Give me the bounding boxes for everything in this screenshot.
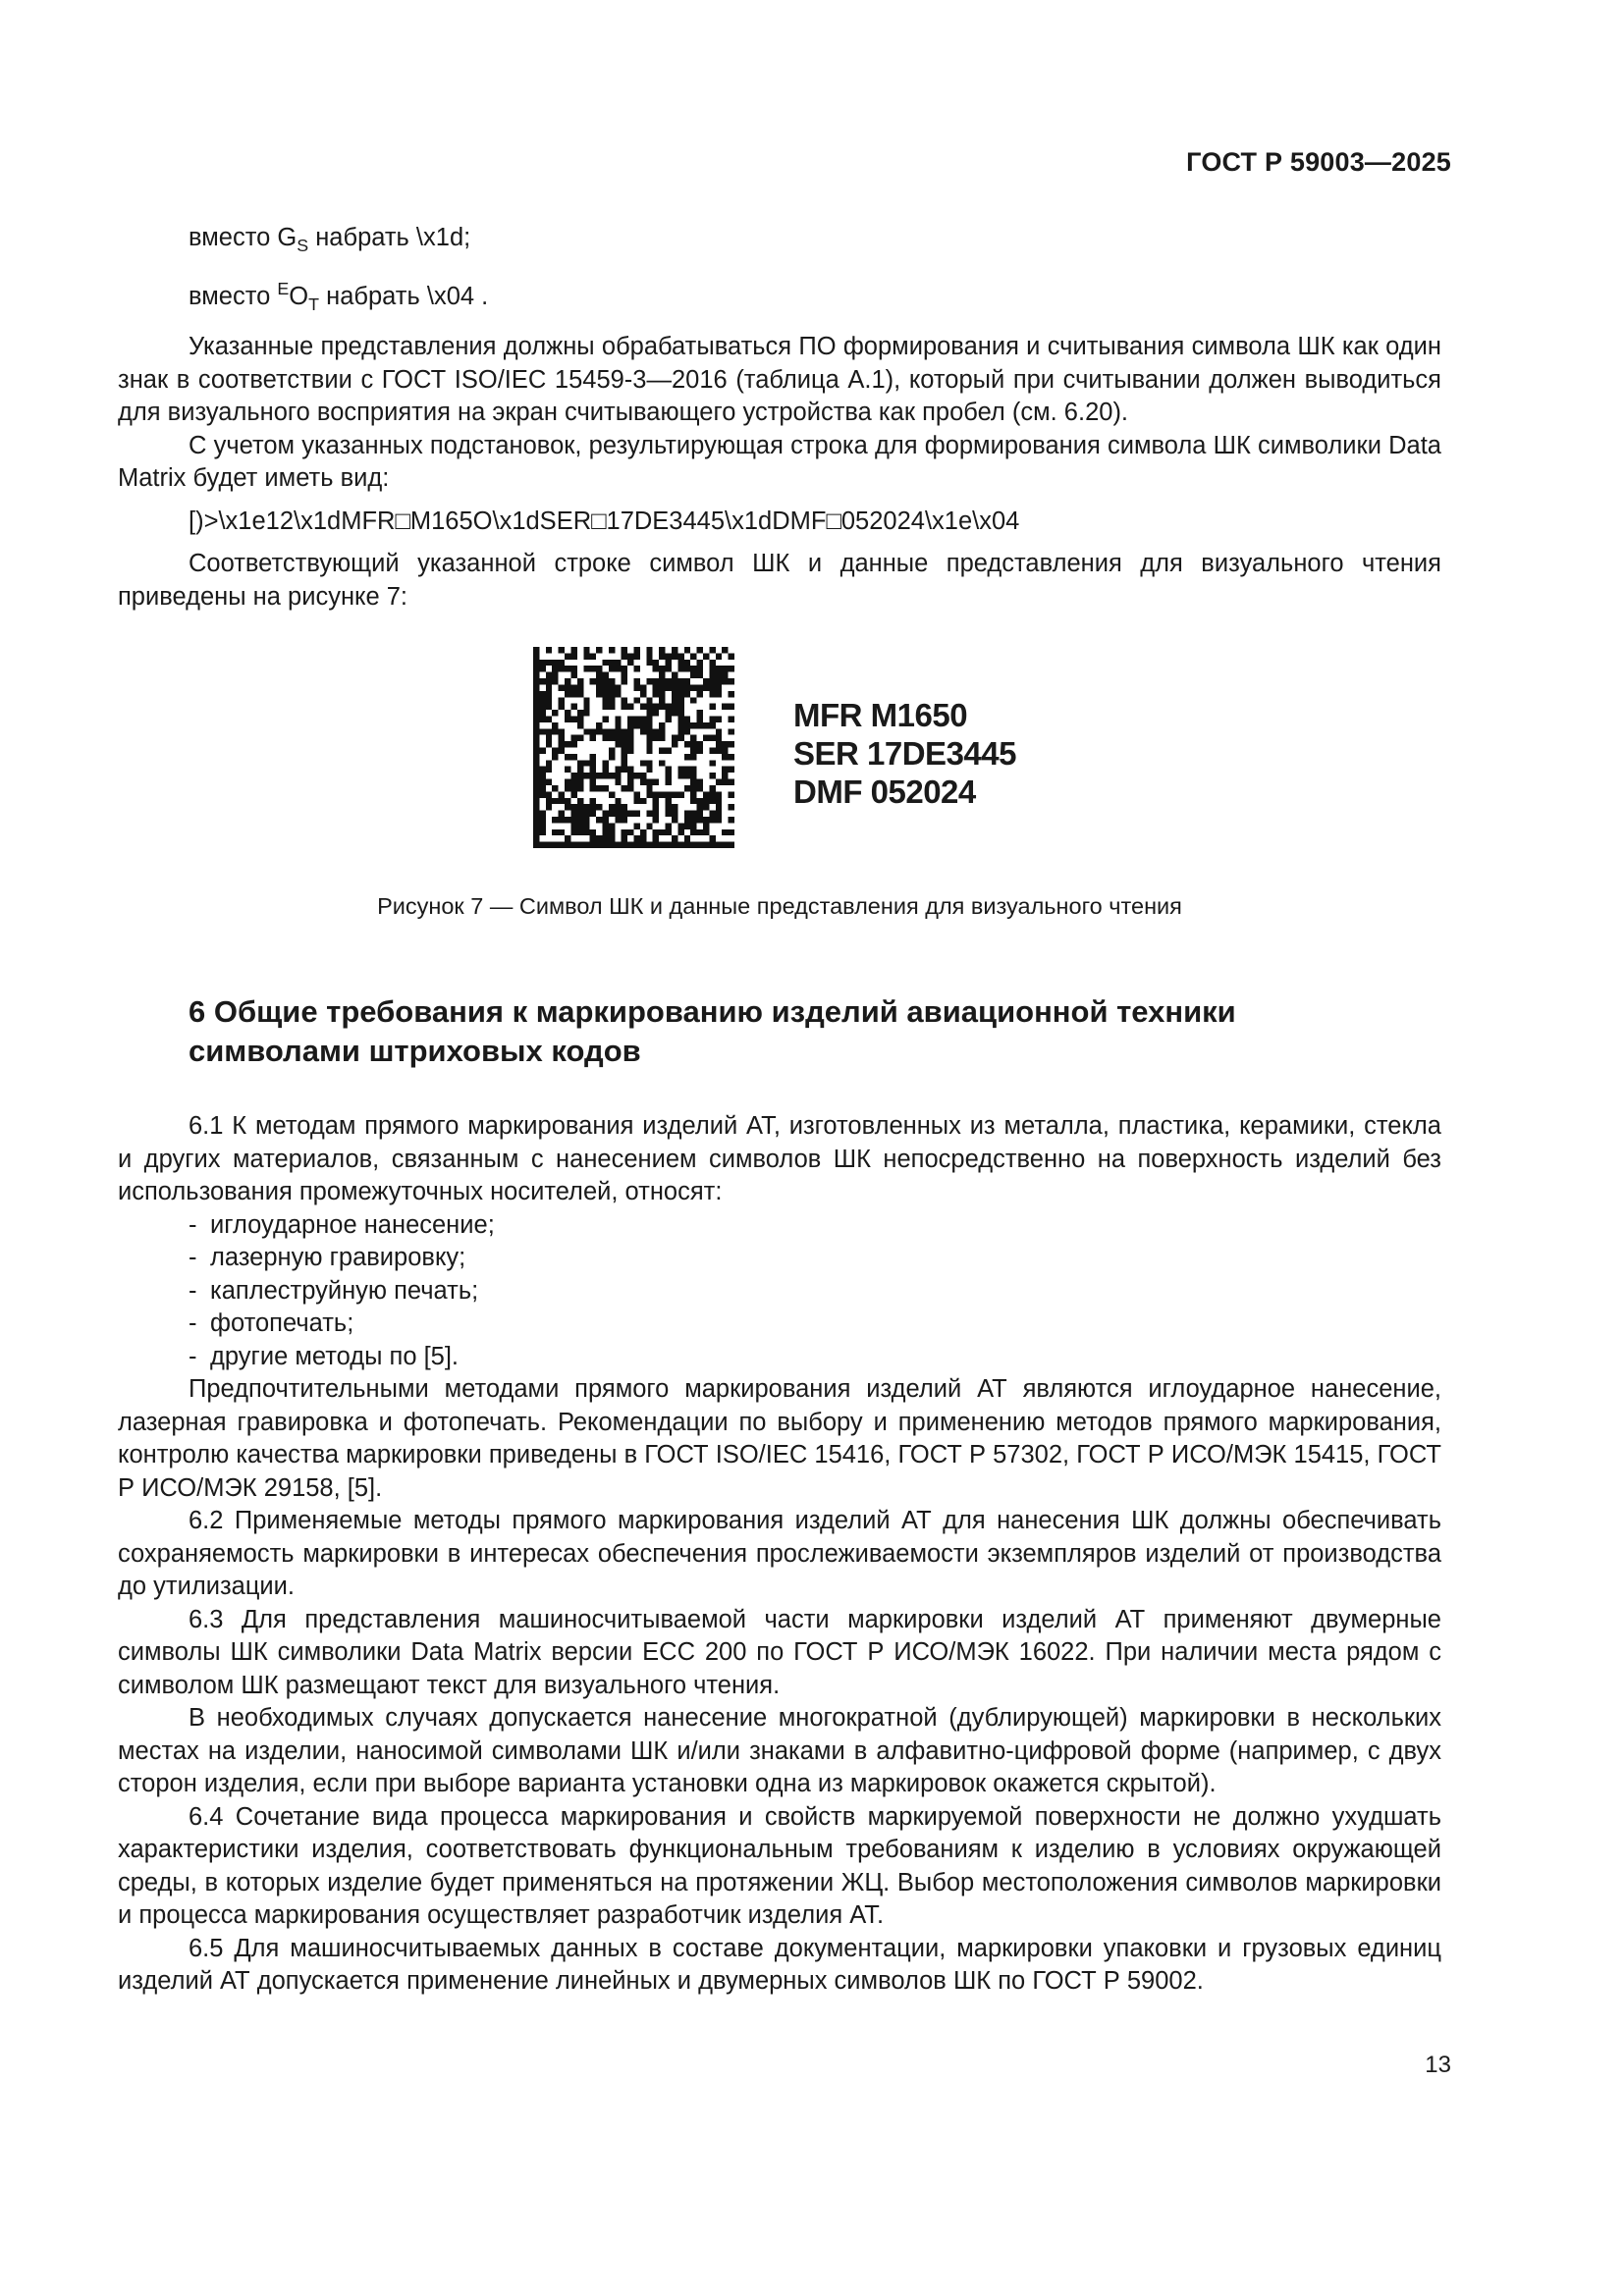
human-readable-text (793, 696, 1016, 811)
page-content (118, 222, 1441, 1999)
list-item: - иглоударное нанесение; (189, 1210, 495, 1239)
paragraph-6-4: 6.4 Сочетание вида процесса маркирования и свойств маркируемой поверхности не должно ухудшать характеристики изделия, соответствовать функциональным требованиям к изделию в условиях окружающей среды, в которых изделие будет применяться на протяжении ЖЦ. Выбор местоположения символов маркировки и процесса маркирования осуществляет разработчик изделия АТ. (118, 1802, 1441, 1929)
paragraph-6-3: 6.3 Для представления машиносчитываемой части маркировки изделий АТ применяют двумерные символы ШК символики Data Matrix версии ЕСС 200 по ГОСТ Р ИСО/МЭК 16022. При наличии места рядом с символом ШК размещают текст для визуального чтения. (118, 1605, 1441, 1699)
paragraph: Соответствующий указанной строке символ ШК и данные представления для визуального чтения приведены на рисунке 7: (118, 550, 1441, 611)
page-number: 13 (1425, 2052, 1451, 2078)
paragraph: Предпочтительными методами прямого маркирования изделий АТ являются иглоударное нанесение, лазерная гравировка и фотопечать. Рекомендации по выбору и применению методов прямого маркирования, контролю качества маркировки приведены в ГОСТ ISO/IEC 15416, ГОСТ Р 57302, ГОСТ Р ИСО/МЭК 15415, ГОСТ Р ИСО/МЭК 29158, [5]. (118, 1375, 1441, 1502)
figure-caption: Рисунок 7 — Символ ШК и данные представления для визуального чтения (377, 893, 1182, 919)
substitution-eot: вместо $^EO_T$ набрать \x04 . (189, 278, 489, 314)
hri-line: MFR M1650 (793, 697, 968, 733)
section-heading: 6 Общие требования к маркированию изделий авиационной техники символами штриховых кодов (189, 994, 1236, 1068)
document-id: ГОСТ Р 59003—2025 (1186, 147, 1451, 177)
paragraph: Указанные представления должны обрабатываться ПО формирования и считывания символа ШК как один знак в соответствии с ГОСТ ISO/IEC 15459-3—2016 (таблица А.1), который при считывании должен выводиться для визуального восприятия на экран считывающего устройства как пробел (см. 6.20). (118, 333, 1441, 426)
hri-line: DMF 052024 (793, 774, 976, 810)
list-item: - другие методы по [5]. (189, 1342, 460, 1370)
hri-line: SER 17DE3445 (793, 735, 1016, 772)
methods-list (118, 1209, 1441, 1374)
paragraph-6-1: 6.1 К методам прямого маркирования изделий АТ, изготовленных из металла, пластика, керамики, стекла и других материалов, связанным с нанесением символов ШК непосредственно на поверхность изделий без использования промежуточных носителей, относят: (118, 1112, 1441, 1205)
paragraph: В необходимых случаях допускается нанесение многократной (дублирующей) маркировки в нескольких местах на изделии, наносимой символами ШК и/или знаками в алфавитно-цифровой форме (например, с двух сторон изделия, если при выборе варианта установки одна из маркировок окажется скрытой). (118, 1704, 1441, 1797)
list-item: - фотопечать; (189, 1309, 354, 1337)
code-string: [)>\x1e12\x1dMFR□M165O\x1dSER□17DE3445\x1dDMF□052024\x1e\x04 (189, 507, 1020, 535)
figure-7 (118, 647, 1441, 941)
list-item: - каплеструйную печать; (189, 1276, 479, 1305)
list-item: - лазерную гравировку; (189, 1244, 466, 1271)
paragraph: С учетом указанных подстановок, результирующая строка для формирования символа ШК символики Data Matrix будет иметь вид: (118, 431, 1441, 492)
datamatrix-barcode-icon (533, 647, 734, 848)
paragraph-6-2: 6.2 Применяемые методы прямого маркирования изделий АТ для нанесения ШК должны обеспечивать сохраняемость маркировки в интересах обеспечения прослеживаемости экземпляров изделий от производства до утилизации. (118, 1507, 1441, 1600)
paragraph-6-5: 6.5 Для машиносчитываемых данных в составе документации, маркировки упаковки и грузовых единиц изделий АТ допускается применение линейных и двумерных символов ШК по ГОСТ Р 59002. (118, 1934, 1441, 1995)
substitution-gs: вместо $G_S$ набрать \x1d; (189, 224, 471, 255)
